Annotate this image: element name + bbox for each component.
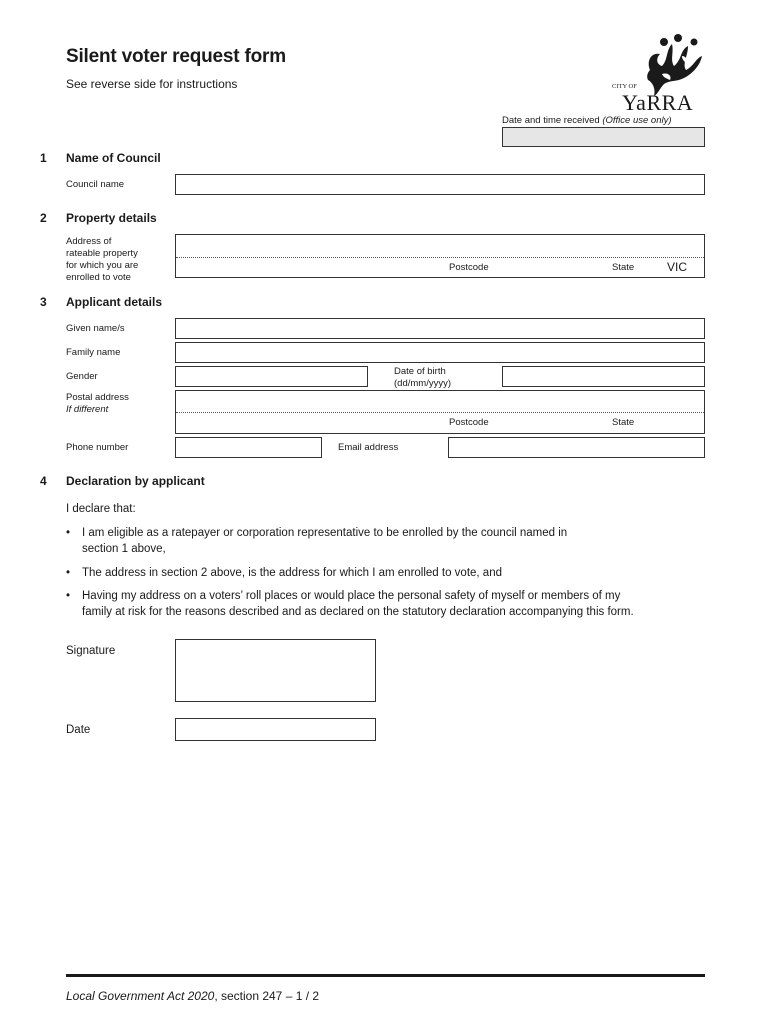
section-1-title: Name of Council: [66, 151, 161, 165]
dob-input[interactable]: [502, 366, 705, 387]
rateable-address-input[interactable]: [175, 234, 705, 278]
section-3-title: Applicant details: [66, 295, 163, 309]
declaration-item-1: I am eligible as a ratepayer or corporation representative to be enrolled by the council named in section 1 above,: [82, 527, 568, 555]
footer-citation: Local Government Act 2020, section 247 – 1 / 2: [66, 989, 320, 1003]
gender-input[interactable]: [175, 366, 368, 387]
section-2-title: Property details: [66, 211, 157, 225]
family-name-input[interactable]: [175, 342, 705, 363]
section-4-number: 4: [40, 474, 47, 488]
email-address-label: Email address: [338, 442, 399, 453]
date-input[interactable]: [175, 718, 376, 741]
phone-number-input[interactable]: [175, 437, 322, 458]
yarra-wordmark: YaRRA: [622, 90, 694, 114]
signature-label: Signature: [66, 645, 116, 657]
section-1-number: 1: [40, 151, 47, 165]
declaration-item-2: The address in section 2 above, is the address for which I am enrolled to vote, and: [82, 567, 502, 579]
section-4-title: Declaration by applicant: [66, 474, 205, 488]
given-names-label: Given name/s: [66, 323, 125, 334]
email-address-input[interactable]: [448, 437, 705, 458]
declaration-item-3: Having my address on a voters’ roll places or would place the personal safety of myself or members of my family at risk for the reasons described and as declared on the statutory declaration accompanying this form.: [82, 590, 634, 618]
property-postcode-label: Postcode: [449, 262, 489, 273]
yarra-figures-logo-icon: [647, 34, 702, 96]
bullet-marker: •: [66, 527, 71, 539]
form-title: Silent voter request form: [66, 46, 286, 67]
postal-postcode-label: Postcode: [449, 417, 489, 428]
city-of-text: CITY OF: [612, 83, 637, 90]
gender-label: Gender: [66, 371, 98, 382]
form-subtitle: See reverse side for instructions: [66, 77, 238, 91]
property-state-label: State: [612, 262, 635, 273]
date-time-received-field[interactable]: [502, 127, 705, 147]
phone-number-label: Phone number: [66, 442, 129, 453]
declaration-intro: I declare that:: [66, 503, 136, 515]
footer-rule: [66, 974, 705, 977]
given-names-input[interactable]: [175, 318, 705, 339]
family-name-label: Family name: [66, 347, 121, 358]
council-name-label: Council name: [66, 179, 125, 190]
property-state-value: VIC: [667, 260, 688, 274]
section-3-number: 3: [40, 295, 47, 309]
postal-state-label: State: [612, 417, 635, 428]
address-line-divider: [176, 257, 704, 258]
bullet-marker: •: [66, 567, 71, 579]
postal-address-input[interactable]: [175, 390, 705, 434]
rateable-address-label: Address of rateable property for which you are enrolled to vote: [66, 236, 139, 283]
council-name-input[interactable]: [175, 174, 705, 195]
dob-label: Date of birth (dd/mm/yyyy): [394, 366, 451, 389]
signature-box[interactable]: [175, 639, 376, 702]
postal-address-label: Postal address If different: [66, 392, 129, 415]
bullet-marker: •: [66, 590, 71, 602]
office-use-label: Date and time received (Office use only): [502, 115, 672, 126]
yarra-logo: [612, 30, 708, 114]
postal-line-divider: [176, 412, 704, 413]
date-label: Date: [66, 724, 91, 736]
section-2-number: 2: [40, 211, 47, 225]
